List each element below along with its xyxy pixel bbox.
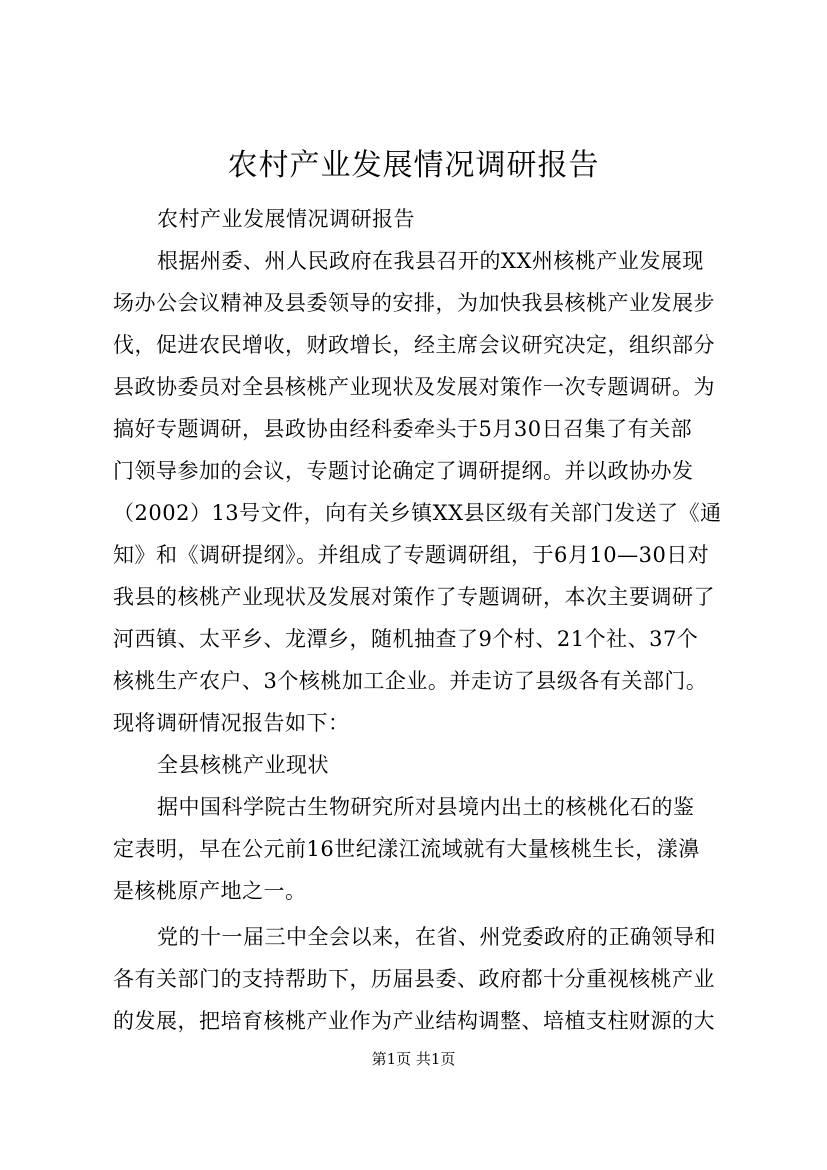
text-line: 核桃生产农户、3个核桃加工企业。并走访了县级各有关部门。 (113, 669, 708, 693)
text-line: 现将调研情况报告如下： (113, 711, 350, 735)
text-line: 门领导参加的会议，专题讨论确定了调研提纲。并以政协办发 (113, 459, 694, 483)
text-line: 场办公会议精神及县委领导的安排，为加快我县核桃产业发展步 (113, 291, 715, 315)
text-line: 根据州委、州人民政府在我县召开的XX州核桃产业发展现 (157, 249, 704, 273)
text-line: 河西镇、太平乡、龙潭乡，随机抽查了9个村、21个社、37个 (113, 627, 699, 651)
text-line: 我县的核桃产业现状及发展对策作了专题调研，本次主要调研了 (113, 585, 715, 609)
document-body (113, 198, 738, 1042)
page-footer: 第1页 共1页 (371, 1050, 456, 1068)
paragraph (113, 744, 738, 786)
text-line: （2002）13号文件，向有关乡镇XX县区级有关部门发送了《通 (113, 501, 722, 525)
text-line: 伐，促进农民增收，财政增长，经主席会议研究决定，组织部分 (113, 333, 715, 357)
paragraph (113, 916, 738, 1042)
text-line: 各有关部门的支持帮助下，历届县委、政府都十分重视核桃产业 (113, 967, 715, 991)
text-line: 搞好专题调研，县政协由经科委牵头于5月30日召集了有关部 (113, 417, 693, 441)
text-line: 党的十一届三中全会以来，在省、州党委政府的正确领导和 (157, 925, 716, 949)
text-line: 全县核桃产业现状 (157, 753, 329, 777)
page-title: 农村产业发展情况调研报告 (227, 148, 600, 183)
text-line: 农村产业发展情况调研报告 (157, 207, 415, 231)
text-line: 据中国科学院古生物研究所对县境内出土的核桃化石的鉴 (157, 795, 695, 819)
paragraph (113, 786, 738, 912)
text-line: 县政协委员对全县核桃产业现状及发展对策作一次专题调研。为 (113, 375, 715, 399)
paragraph (113, 240, 738, 744)
paragraph (113, 198, 738, 240)
text-line: 是核桃原产地之一。 (113, 879, 307, 903)
text-line: 的发展，把培育核桃产业作为产业结构调整、培植支柱财源的大 (113, 1009, 715, 1033)
text-line: 定表明，早在公元前16世纪漾江流域就有大量核桃生长，漾濞 (113, 837, 700, 861)
text-line: 知》和《调研提纲》。并组成了专题调研组，于6月10—30日对 (113, 543, 710, 567)
